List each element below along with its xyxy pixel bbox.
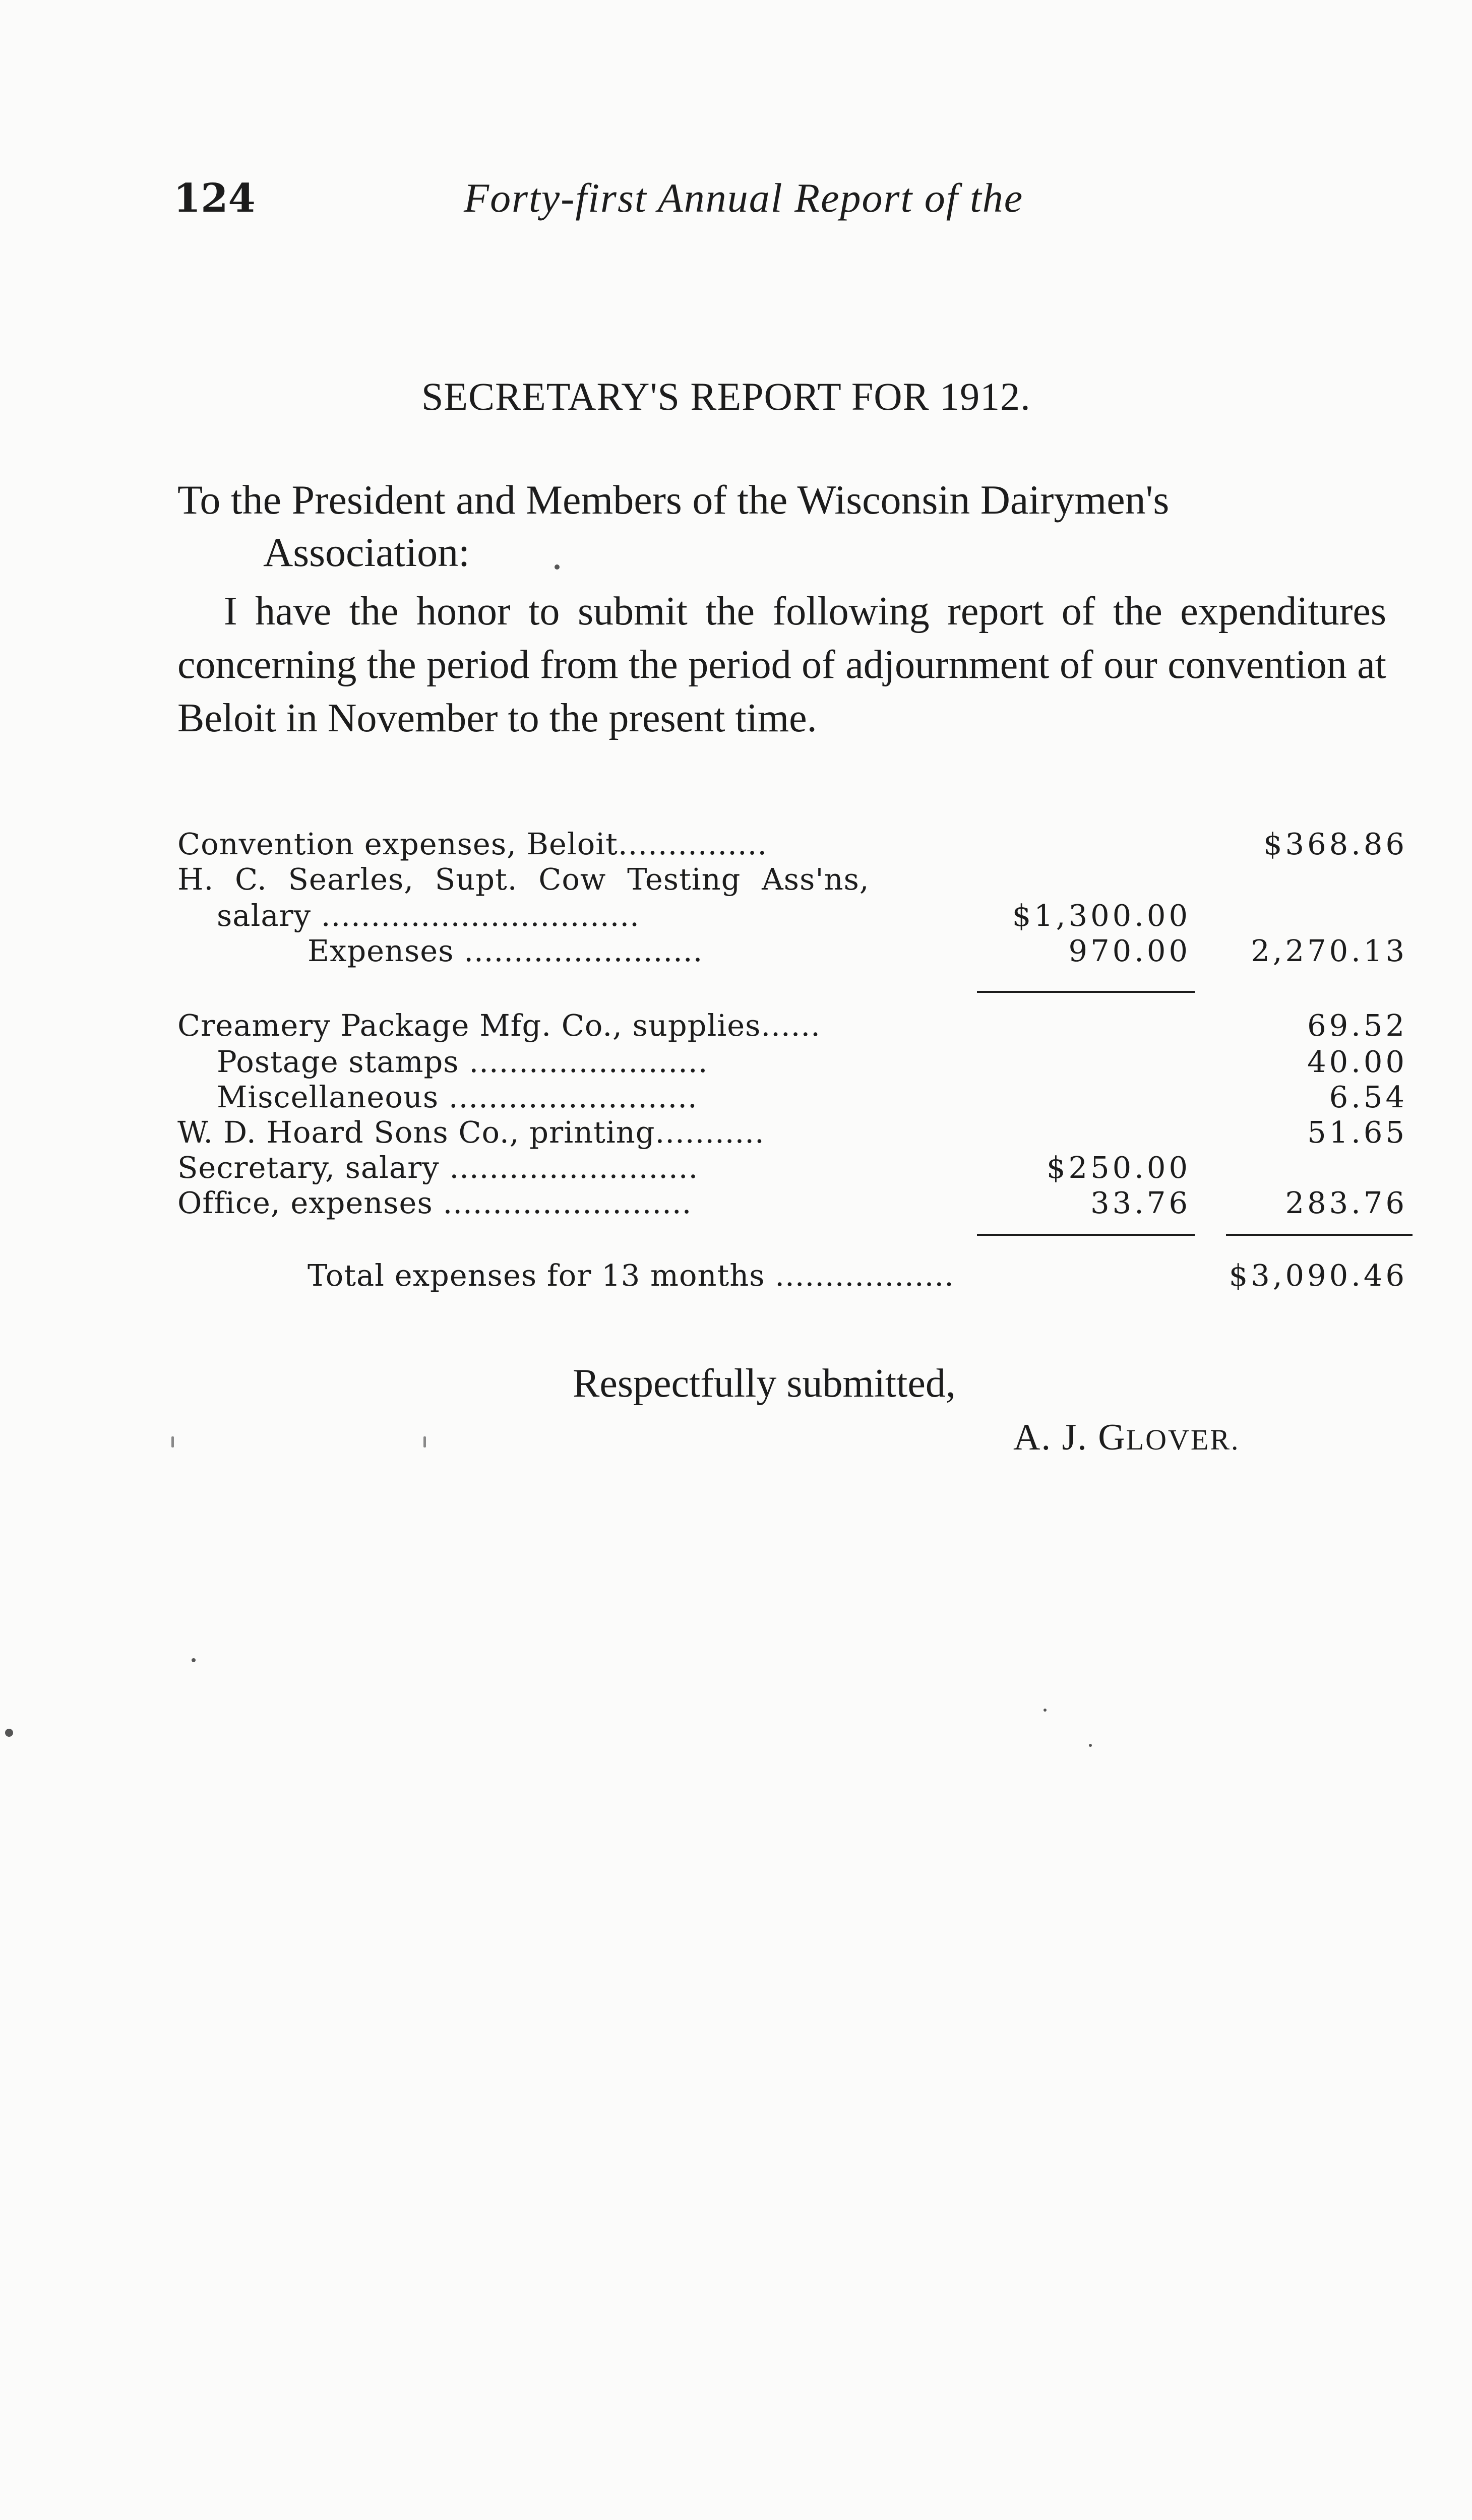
scan-speck [1044, 1709, 1047, 1712]
ledger-row-label: Office, expenses ......................... [177, 1185, 692, 1220]
ledger-row [177, 1008, 1448, 1045]
salutation-line-2: Association: [263, 529, 470, 575]
ledger-row-amount: $1,300.00 [1012, 898, 1191, 933]
signature [1013, 1416, 1240, 1459]
page-number: 124 [173, 175, 256, 221]
ledger-row [177, 933, 1448, 971]
ledger-row-total: 51.65 [1307, 1115, 1407, 1150]
ledger-row-amount: 970.00 [1068, 933, 1191, 968]
scan-speck [423, 1436, 426, 1447]
ledger-row-total: 283.76 [1285, 1185, 1407, 1220]
ledger-row-label: Creamery Package Mfg. Co., supplies...... [177, 1008, 821, 1043]
body-paragraph: I have the honor to submit the following report of the expenditures concerning the period from the period of adjournment of our convention at Beloit in November to the present time. [177, 589, 1386, 740]
closing: Respectfully submitted, [573, 1361, 956, 1406]
ledger-row-label: Miscellaneous ......................... [217, 1080, 698, 1114]
ledger-row-label: Secretary, salary ......................... [177, 1150, 699, 1185]
ledger-row-total: 2,270.13 [1251, 933, 1407, 968]
ledger-row-total: $368.86 [1263, 827, 1407, 861]
ledger-row [177, 898, 1448, 935]
ledger-row-amount: 33.76 [1090, 1185, 1191, 1220]
ledger-total-row [177, 1258, 1448, 1295]
subtotal-rule [977, 991, 1195, 993]
ledger-total-label: Total expenses for 13 months .................. [308, 1258, 954, 1293]
scan-speck [5, 1729, 13, 1737]
ledger-row-label: Convention expenses, Beloit............... [177, 827, 768, 861]
report-title: SECRETARY'S REPORT FOR 1912. [421, 374, 1031, 418]
ledger-row-total: 40.00 [1307, 1044, 1407, 1079]
running-head: Forty-first Annual Report of the [464, 175, 1024, 221]
ledger-row [177, 1044, 1448, 1082]
ledger-total-value: $3,090.46 [1229, 1258, 1407, 1293]
scan-speck [192, 1658, 196, 1662]
ledger-row [177, 1080, 1448, 1117]
total-rule [1226, 1234, 1413, 1236]
signature-initials: A. J. G [1013, 1417, 1126, 1458]
ledger-row-label: salary ................................ [217, 898, 640, 933]
signature-surname: LOVER. [1126, 1423, 1240, 1456]
scan-speck [171, 1436, 174, 1447]
subtotal-rule [977, 1234, 1195, 1236]
ledger-row-total: 69.52 [1307, 1008, 1407, 1043]
ledger-row-total: 6.54 [1329, 1080, 1407, 1114]
scan-speck [555, 564, 560, 570]
ledger-row-label: Postage stamps ........................ [217, 1044, 708, 1079]
ledger-row [177, 1115, 1448, 1152]
ledger-row [177, 1185, 1448, 1223]
ledger-row [177, 827, 1448, 864]
scan-speck [1089, 1744, 1092, 1747]
ledger-row [177, 1150, 1448, 1187]
ledger-row-label: H. C. Searles, Supt. Cow Testing Ass'ns, [177, 862, 870, 897]
salutation [177, 474, 1387, 579]
ledger-row-label: Expenses ........................ [308, 933, 703, 968]
ledger-row [177, 862, 1448, 899]
salutation-line-1: To the President and Members of the Wisconsin Dairymen's [177, 477, 1170, 523]
ledger-row-label: W. D. Hoard Sons Co., printing........... [177, 1115, 765, 1150]
ledger-row-amount: $250.00 [1047, 1150, 1191, 1185]
